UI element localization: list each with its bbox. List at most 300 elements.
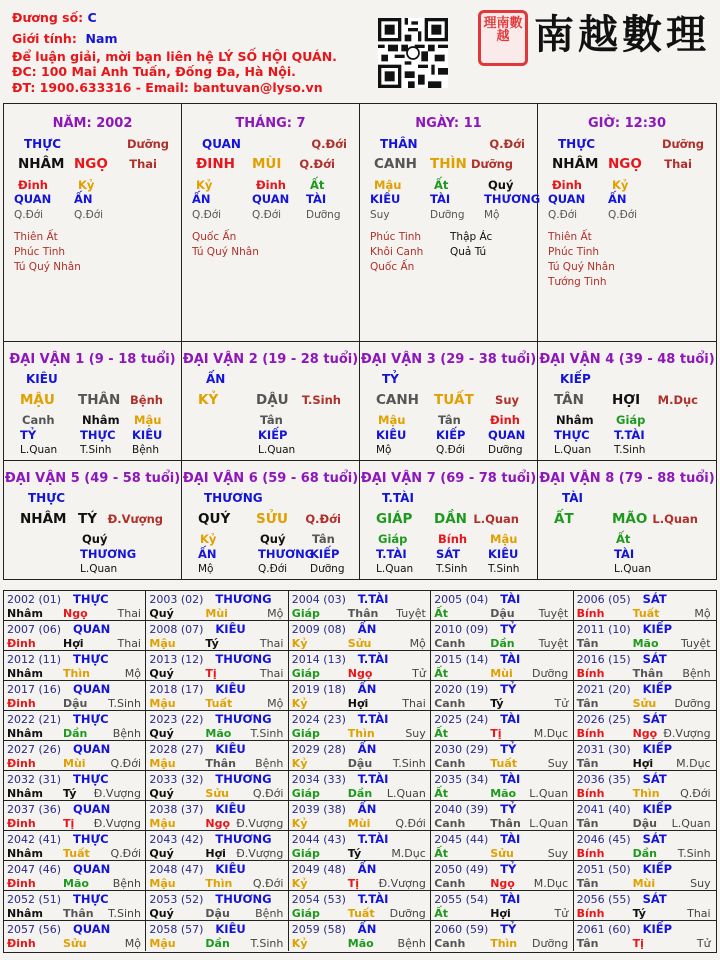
hidden-stage: Suy [370, 209, 390, 221]
year-can: Kỷ [291, 877, 308, 890]
year-value: 2025 (24) [434, 713, 489, 726]
pillar-stage: Dưỡng [661, 137, 704, 151]
year-stage: T.Sinh [108, 697, 141, 710]
year-cell[interactable] [146, 921, 288, 951]
dai-van-title: ĐẠI VẬN 4 (39 - 48 tuổi) [539, 352, 715, 367]
year-god: KIẾP [642, 862, 673, 876]
year-god: THƯƠNG [215, 712, 272, 726]
year-cell[interactable] [146, 771, 288, 801]
year-chi: Tuất [205, 697, 233, 710]
hidden-stage: L.Quan [80, 563, 118, 575]
year-cell[interactable] [431, 591, 573, 621]
year-value: 2003 (02) [149, 593, 204, 606]
dai-van-title: ĐẠI VẬN 3 (29 - 38 tuổi) [360, 352, 537, 367]
dai-van-can: GIÁP [376, 511, 413, 527]
star-label: Quốc Ấn [370, 261, 415, 273]
hidden-god: QUAN [548, 192, 586, 206]
dai-van-title: ĐẠI VẬN 5 (49 - 58 tuổi) [4, 471, 181, 486]
year-god: TÀI [500, 592, 521, 606]
pillar-cell[interactable] [4, 104, 182, 342]
year-cell[interactable] [146, 861, 288, 891]
year-cell[interactable] [4, 771, 146, 801]
year-chi: Thân [63, 907, 94, 920]
year-can: Mậu [149, 757, 176, 770]
year-stage: Q.Đới [252, 877, 284, 890]
year-cell[interactable] [574, 621, 716, 651]
logo [478, 10, 708, 76]
year-cell[interactable] [4, 861, 146, 891]
year-god: T.TÀI [357, 592, 389, 606]
year-cell[interactable] [431, 741, 573, 771]
year-label [7, 742, 111, 756]
year-label [7, 832, 109, 846]
pillar-title: NGÀY: 11 [415, 116, 482, 131]
year-cell[interactable] [574, 921, 716, 951]
year-can: Kỷ [291, 757, 308, 770]
year-chi: Tuất [347, 907, 375, 920]
year-stage: Đ.Vượng [663, 727, 711, 740]
star-label: Phúc Tinh [14, 246, 66, 258]
year-value: 2027 (26) [7, 743, 62, 756]
year-god: THỰC [73, 772, 109, 786]
year-chi: Hợi [205, 847, 226, 860]
year-god: THƯƠNG [215, 592, 272, 606]
year-stage: Tuyệt [538, 637, 569, 650]
year-can: Giáp [291, 667, 320, 680]
year-god: THỰC [73, 592, 109, 606]
year-god: KIẾP [642, 922, 673, 936]
year-cell[interactable] [4, 891, 146, 921]
year-cell[interactable] [4, 621, 146, 651]
year-label [434, 772, 521, 786]
year-can: Nhâm [7, 667, 43, 680]
year-label [291, 622, 377, 636]
year-god: T.TÀI [357, 832, 389, 846]
year-value: 2007 (06) [7, 623, 62, 636]
hidden-stage: Q.Đới [608, 209, 638, 221]
year-chi: Thìn [63, 667, 90, 680]
year-value: 2032 (31) [7, 773, 62, 786]
year-chi: Thìn [632, 787, 660, 800]
star-label: Tú Quý Nhân [192, 246, 259, 258]
dai-van-cell[interactable] [4, 342, 182, 461]
dai-van-nap: L.Quan [652, 512, 698, 526]
year-cell[interactable] [431, 861, 573, 891]
year-label [576, 652, 667, 666]
year-value: 2019 (18) [291, 683, 346, 696]
year-stage: Tử [696, 937, 711, 950]
year-value: 2023 (22) [149, 713, 204, 726]
pillar-stage: Q.Đới [489, 137, 525, 151]
year-chi: Mão [632, 637, 659, 650]
year-can: Ất [434, 667, 448, 680]
year-can: Bính [576, 727, 605, 740]
year-can: Canh [434, 697, 466, 710]
year-god: SÁT [642, 832, 667, 846]
year-stage: Suy [547, 757, 569, 770]
hidden-stage: T.Sinh [614, 444, 646, 456]
year-cell[interactable] [289, 741, 431, 771]
year-cell[interactable] [146, 591, 288, 621]
year-chi: Ngọ [632, 727, 658, 740]
pillar-nap: Dưỡng [470, 157, 513, 171]
hidden-stem: Giáp [616, 413, 646, 427]
year-cell[interactable] [289, 801, 431, 831]
year-god: T.TÀI [357, 712, 389, 726]
year-god: SÁT [642, 712, 667, 726]
year-can: Tân [576, 637, 599, 650]
year-cell[interactable] [431, 771, 573, 801]
year-value: 2033 (32) [149, 773, 204, 786]
year-chi: Dậu [490, 607, 515, 620]
year-chi: Tý [632, 907, 646, 920]
year-cell[interactable] [4, 711, 146, 741]
year-cell[interactable] [146, 741, 288, 771]
year-cell[interactable] [574, 831, 716, 861]
year-cell[interactable] [431, 681, 573, 711]
year-god: ẤN [357, 922, 377, 936]
year-cell[interactable] [574, 591, 716, 621]
hidden-god: QUAN [14, 192, 52, 206]
year-cell[interactable] [4, 651, 146, 681]
year-chi: Ngọ [347, 667, 373, 680]
year-value: 2017 (16) [7, 683, 62, 696]
year-cell[interactable] [289, 681, 431, 711]
year-cell[interactable] [574, 861, 716, 891]
year-stage: Dưỡng [532, 937, 569, 950]
year-chi: Tuất [63, 847, 90, 860]
year-cell[interactable] [289, 771, 431, 801]
hidden-stem: Ất [434, 178, 449, 192]
year-chi: Dậu [63, 697, 88, 710]
year-stage: Suy [547, 847, 569, 860]
year-cell[interactable] [146, 801, 288, 831]
year-label [149, 712, 272, 726]
year-cell[interactable] [574, 771, 716, 801]
year-cell[interactable] [431, 621, 573, 651]
hidden-stage: Dưỡng [306, 209, 341, 221]
year-value: 2015 (14) [434, 653, 489, 666]
year-label [291, 592, 389, 606]
year-cell[interactable] [574, 681, 716, 711]
pillar-god: QUAN [202, 137, 241, 151]
year-value: 2002 (01) [7, 593, 62, 606]
year-stage: Bệnh [112, 877, 141, 890]
year-god: THƯƠNG [215, 832, 272, 846]
hidden-god: KIẾP [436, 428, 466, 442]
year-value: 2016 (15) [576, 653, 631, 666]
year-value: 2035 (34) [434, 773, 489, 786]
year-chi: Dậu [632, 817, 657, 830]
year-cell[interactable] [289, 711, 431, 741]
year-cell[interactable] [146, 621, 288, 651]
dai-van-cell[interactable] [538, 342, 716, 461]
year-label [7, 892, 109, 906]
year-value: 2008 (07) [149, 623, 204, 636]
year-god: T.TÀI [357, 772, 389, 786]
hidden-stem: Kỷ [196, 178, 213, 192]
hidden-god: KIÊU [376, 428, 407, 442]
hidden-god: SÁT [436, 547, 461, 561]
dai-van-title: ĐẠI VẬN 1 (9 - 18 tuổi) [9, 352, 176, 367]
year-can: Mậu [149, 937, 176, 950]
year-god: TỶ [500, 742, 517, 756]
dai-van-can: KỶ [198, 392, 219, 408]
year-chi: Tị [632, 937, 644, 950]
year-cell[interactable] [574, 711, 716, 741]
year-god: TỶ [500, 922, 517, 936]
year-can: Kỷ [291, 697, 308, 710]
year-chi: Tuất [632, 607, 660, 620]
year-can: Nhâm [7, 907, 43, 920]
hidden-stem: Mậu [490, 532, 518, 546]
year-stage: Dưỡng [674, 697, 711, 710]
year-value: 2039 (38) [291, 803, 346, 816]
year-label [291, 712, 389, 726]
year-stage: L.Quan [386, 787, 426, 800]
year-label [291, 802, 377, 816]
hidden-stage: L.Quan [20, 444, 58, 456]
year-value: 2028 (27) [149, 743, 204, 756]
hidden-stem: Quý [488, 178, 514, 192]
year-can: Ất [434, 727, 448, 740]
dai-van-can: NHÂM [20, 511, 67, 527]
year-chi: Sửu [347, 637, 372, 650]
year-cell[interactable] [431, 891, 573, 921]
year-label [576, 862, 673, 876]
year-value: 2046 (45) [576, 833, 631, 846]
star-label: Thập Ác [450, 231, 493, 243]
year-value: 2056 (55) [576, 893, 631, 906]
dai-van-can: CANH [376, 392, 419, 408]
year-label [149, 862, 246, 876]
year-cell[interactable] [289, 831, 431, 861]
year-label [434, 712, 521, 726]
year-can: Nhâm [7, 607, 43, 620]
star-label: Thiên Ất [14, 231, 58, 243]
hidden-stage: Q.Đới [192, 209, 222, 221]
year-stage: Bệnh [255, 907, 284, 920]
year-cell[interactable] [4, 681, 146, 711]
year-can: Tân [576, 697, 599, 710]
year-can: Canh [434, 877, 466, 890]
year-can: Quý [149, 847, 174, 860]
star-label: Tướng Tinh [548, 276, 607, 288]
year-cell[interactable] [431, 831, 573, 861]
year-chi: Tị [63, 817, 75, 830]
hidden-god: ẤN [192, 192, 211, 206]
year-stage: Thai [117, 637, 141, 650]
year-stage: Mộ [124, 667, 141, 680]
year-cell[interactable] [431, 651, 573, 681]
hidden-stage: Mộ [376, 444, 392, 456]
year-label [576, 802, 673, 816]
hidden-stem: Mậu [134, 413, 162, 427]
year-chi: Hợi [347, 697, 369, 710]
dai-van-title: ĐẠI VẬN 8 (79 - 88 tuổi) [539, 471, 715, 486]
dai-van-god: TÀI [562, 491, 584, 505]
year-stage: L.Quan [529, 787, 569, 800]
year-can: Tân [576, 757, 599, 770]
year-cell[interactable] [146, 711, 288, 741]
year-stage: T.Sinh [677, 847, 711, 860]
hidden-god: TỶ [20, 428, 37, 442]
year-can: Mậu [149, 697, 176, 710]
year-chi: Dần [205, 937, 230, 950]
year-chi: Dần [490, 637, 515, 650]
year-god: QUAN [73, 922, 111, 936]
year-cell[interactable] [289, 921, 431, 951]
year-god: SÁT [642, 772, 667, 786]
pillar-cell[interactable] [360, 104, 541, 342]
dai-van-nap: L.Quan [473, 512, 519, 526]
year-label [434, 652, 521, 666]
year-cell[interactable] [146, 891, 288, 921]
year-cell[interactable] [431, 711, 573, 741]
dai-van-title: ĐẠI VẬN 6 (59 - 68 tuổi) [182, 471, 359, 486]
year-chi: Tị [347, 877, 360, 890]
year-label [434, 802, 517, 816]
year-can: Canh [434, 937, 466, 950]
year-stage: L.Quan [529, 817, 569, 830]
year-value: 2011 (10) [576, 623, 631, 636]
dai-van-cell[interactable] [182, 342, 360, 461]
hidden-stem: Kỷ [78, 178, 95, 192]
year-value: 2009 (08) [291, 623, 346, 636]
year-god: ẤN [357, 862, 377, 876]
year-value: 2051 (50) [576, 863, 631, 876]
dai-van-cell[interactable] [360, 461, 538, 579]
year-chi: Thân [490, 817, 521, 830]
year-god: THỰC [73, 892, 109, 906]
hidden-stem: Quý [82, 532, 108, 546]
year-value: 2041 (40) [576, 803, 631, 816]
year-cell[interactable] [574, 891, 716, 921]
year-god: KIÊU [215, 922, 246, 936]
year-cell[interactable] [574, 741, 716, 771]
year-value: 2061 (60) [576, 923, 631, 936]
year-cell[interactable] [4, 741, 146, 771]
dai-van-nap: Q.Đới [305, 512, 341, 526]
year-label [434, 862, 517, 876]
pillar-stage: Dưỡng [126, 137, 169, 151]
year-god: KIÊU [215, 742, 246, 756]
year-label [576, 892, 667, 906]
year-can: Kỷ [291, 637, 308, 650]
year-can: Giáp [291, 787, 320, 800]
hidden-god: TÀI [430, 192, 451, 206]
hidden-god: THƯƠNG [258, 547, 315, 561]
year-stage: Q.Đới [395, 817, 426, 830]
year-cell[interactable] [431, 921, 573, 951]
year-cell[interactable] [289, 861, 431, 891]
qr-code-icon[interactable] [378, 18, 448, 88]
year-stage: Thai [259, 637, 284, 650]
dai-van-nap: Đ.Vượng [107, 512, 163, 526]
year-cell[interactable] [4, 591, 146, 621]
hidden-god: KIẾP [258, 428, 288, 442]
dai-van-god: THƯƠNG [204, 491, 263, 505]
year-value: 2030 (29) [434, 743, 489, 756]
year-stage: Thai [117, 607, 141, 620]
year-chi: Dậu [205, 907, 230, 920]
year-god: T.TÀI [357, 892, 389, 906]
year-label [7, 652, 109, 666]
year-label [7, 712, 109, 726]
year-can: Quý [149, 727, 174, 740]
dai-van-cell[interactable] [360, 342, 538, 461]
year-label [576, 712, 667, 726]
year-cell[interactable] [4, 831, 146, 861]
year-chi: Dần [63, 727, 88, 740]
hidden-stage: Q.Đới [258, 563, 288, 575]
year-god: SÁT [642, 652, 667, 666]
year-cell[interactable] [574, 651, 716, 681]
hidden-god: ẤN [608, 192, 627, 206]
year-god: TÀI [500, 832, 521, 846]
year-chi: Tý [63, 787, 77, 800]
year-cell[interactable] [289, 651, 431, 681]
hidden-god: THỰC [80, 428, 116, 442]
year-value: 2054 (53) [291, 893, 346, 906]
year-chi: Mão [63, 877, 89, 890]
year-label [149, 772, 272, 786]
year-stage: Dưỡng [532, 667, 569, 680]
year-cell[interactable] [289, 891, 431, 921]
year-cell[interactable] [146, 831, 288, 861]
year-cell[interactable] [146, 651, 288, 681]
year-cell[interactable] [146, 681, 288, 711]
dai-van-chi: THÂN [78, 392, 121, 408]
year-stage: Tử [412, 667, 426, 680]
year-cell[interactable] [431, 801, 573, 831]
year-stage: Thai [259, 667, 284, 680]
pillar-can: NHÂM [552, 156, 599, 172]
year-cell[interactable] [289, 621, 431, 651]
pillar-chi: NGỌ [608, 156, 642, 172]
year-can: Quý [149, 667, 174, 680]
year-label [576, 682, 673, 696]
year-stage: Bệnh [682, 667, 711, 680]
year-god: KIẾP [642, 802, 673, 816]
hidden-stem: Kỷ [200, 532, 217, 546]
year-god: TỶ [500, 862, 517, 876]
hidden-stage: Dưỡng [488, 444, 523, 456]
year-label [149, 742, 246, 756]
pillar-can: NHÂM [18, 156, 65, 172]
pillar-cell[interactable] [182, 104, 360, 342]
year-stage: Bệnh [112, 727, 141, 740]
dai-van-cell[interactable] [538, 461, 716, 579]
year-stage: Đ.Vượng [93, 817, 141, 830]
year-label [576, 772, 667, 786]
year-cell[interactable] [4, 801, 146, 831]
year-cell[interactable] [289, 591, 431, 621]
hidden-stem: Mậu [378, 413, 406, 427]
dai-van-cell[interactable] [182, 461, 360, 579]
year-stage: Suy [690, 877, 711, 890]
hidden-stem: Kỷ [612, 178, 629, 192]
year-can: Quý [149, 907, 174, 920]
year-cell[interactable] [574, 801, 716, 831]
year-cell[interactable] [4, 921, 146, 951]
hidden-stem: Đinh [18, 178, 48, 192]
dai-van-cell[interactable] [4, 461, 182, 579]
pillar-cell[interactable] [538, 104, 716, 342]
year-value: 2013 (12) [149, 653, 204, 666]
address-line: ĐC: 100 Mai Anh Tuấn, Đống Đa, Hà Nội. [12, 64, 296, 79]
hidden-stage: T.Sinh [80, 444, 112, 456]
